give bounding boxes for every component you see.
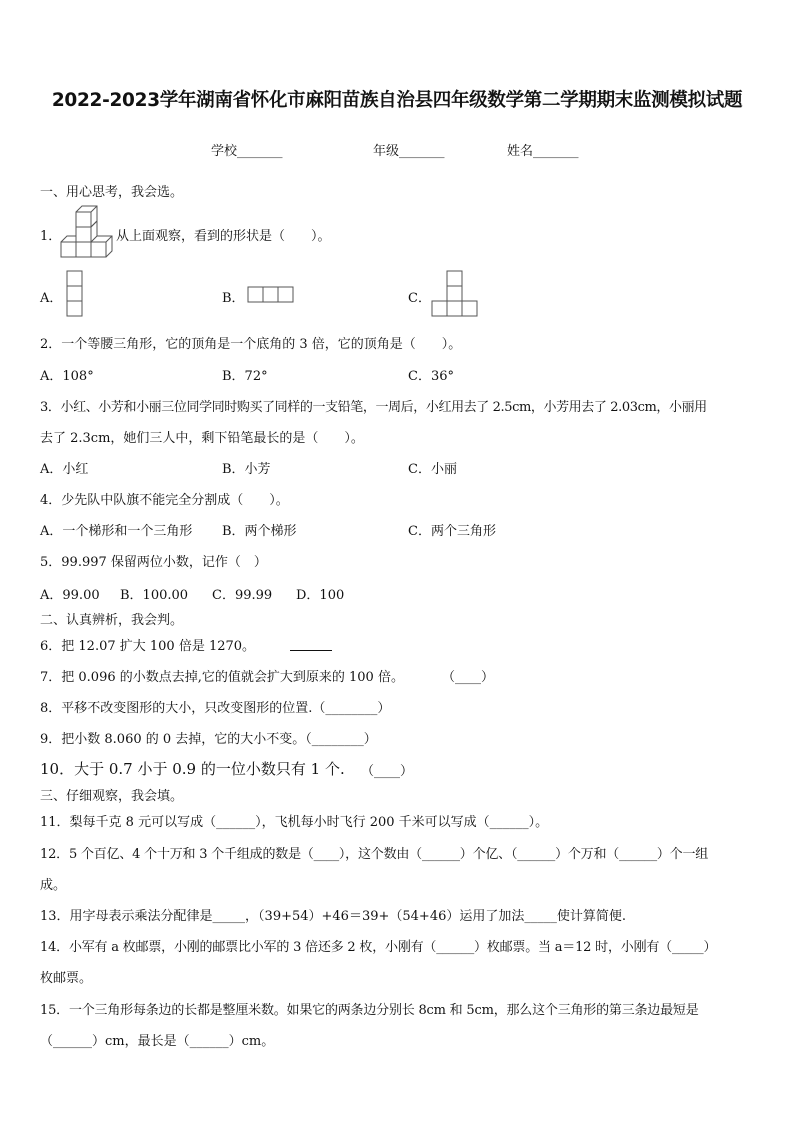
q1-option-b[interactable]: B． <box>222 291 245 306</box>
q4-option-a[interactable]: A．一个梯形和一个三角形 <box>40 524 193 539</box>
q2-option-b[interactable]: B．72° <box>222 369 268 384</box>
q1-option-b-figure <box>247 286 295 303</box>
q5-option-c[interactable]: C．99.99 <box>212 588 273 603</box>
q1-option-c-figure <box>431 270 479 318</box>
q12-text-line1: 12．5 个百亿、4 个十万和 3 个千组成的数是（____），这个数由（______）个亿、（______）个万和（______）个一组 <box>40 847 709 862</box>
grade-field: 年级_______ <box>373 144 445 159</box>
section-2-heading: 二、认真辨析，我会判。 <box>40 613 184 628</box>
q4-option-b[interactable]: B．两个梯形 <box>222 524 297 539</box>
q1-option-c[interactable]: C． <box>408 291 431 306</box>
section-3-heading: 三、仔细观察，我会填。 <box>40 789 184 804</box>
q5-text: 5．99.997 保留两位小数，记作（ ） <box>40 555 267 570</box>
q12-text-line2: 成。 <box>40 878 67 893</box>
q14-text-line1: 14．小军有 a 枚邮票，小刚的邮票比小军的 3 倍还多 2 枚，小刚有（______）枚邮票。当 a＝12 时，小刚有（_____） <box>40 940 717 955</box>
q5-option-d[interactable]: D．100 <box>296 588 345 603</box>
q7-answer-blank[interactable]: （____） <box>442 670 495 685</box>
q15-text-line1: 15．一个三角形每条边的长都是整厘米数。如果它的两条边分别长 8cm 和 5cm，那么这个三角形的第三条边最短是 <box>40 1003 699 1018</box>
q2-option-a[interactable]: A．108° <box>40 369 94 384</box>
q10-text: 10．大于 0.7 小于 0.9 的一位小数只有 1 个. <box>40 760 345 778</box>
q3-text-line2: 去了 2.3cm，她们三人中，剩下铅笔最长的是（ ）。 <box>40 431 364 446</box>
q10-answer-blank[interactable]: （____） <box>361 764 414 779</box>
q11-text: 11．梨每千克 8 元可以写成（______），飞机每小时飞行 200 千米可以写成（______）。 <box>40 815 549 830</box>
q6-text: 6．把 12.07 扩大 100 倍是 1270。 <box>40 639 256 654</box>
q1-number: 1． <box>40 229 62 244</box>
name-field: 姓名_______ <box>507 144 579 159</box>
q3-text-line1: 3．小红、小芳和小丽三位同学同时购买了同样的一支铅笔，一周后，小红用去了 2.5cm，小芳用去了 2.03cm，小丽用 <box>40 400 707 415</box>
q2-text: 2．一个等腰三角形，它的顶角是一个底角的 3 倍，它的顶角是（ ）。 <box>40 337 462 352</box>
q5-option-b[interactable]: B．100.00 <box>120 588 189 603</box>
q4-text: 4．少先队中队旗不能完全分割成（ ）。 <box>40 493 289 508</box>
q9-text: 9．把小数 8.060 的 0 去掉，它的大小不变。（________） <box>40 732 377 747</box>
q1-text: 从上面观察，看到的形状是（ ）。 <box>116 229 331 244</box>
q7-text: 7．把 0.096 的小数点去掉,它的值就会扩大到原来的 100 倍。 <box>40 670 404 685</box>
q5-option-a[interactable]: A．99.00 <box>40 588 100 603</box>
q3-option-a[interactable]: A．小红 <box>40 462 89 477</box>
section-1-heading: 一、用心思考，我会选。 <box>40 185 184 200</box>
school-field: 学校_______ <box>211 144 283 159</box>
q1-option-a-figure <box>66 270 84 318</box>
q15-text-line2: （______）cm，最长是（______）cm。 <box>40 1034 275 1049</box>
q1-cube-figure <box>58 204 118 260</box>
q8-text: 8．平移不改变图形的大小，只改变图形的位置.（________） <box>40 701 391 716</box>
q1-option-a[interactable]: A． <box>40 291 63 306</box>
q6-answer-blank[interactable] <box>290 634 332 651</box>
exam-title: 2022-2023学年湖南省怀化市麻阳苗族自治县四年级数学第二学期期末监测模拟试题 <box>51 90 743 111</box>
q14-text-line2: 枚邮票。 <box>40 971 93 986</box>
q2-option-c[interactable]: C．36° <box>408 369 454 384</box>
q13-text: 13．用字母表示乘法分配律是_____，（39+54）+46＝39+（54+46）运用了加法_____使计算简便. <box>40 909 626 924</box>
q3-option-b[interactable]: B．小芳 <box>222 462 271 477</box>
q4-option-c[interactable]: C．两个三角形 <box>408 524 496 539</box>
q3-option-c[interactable]: C．小丽 <box>408 462 457 477</box>
